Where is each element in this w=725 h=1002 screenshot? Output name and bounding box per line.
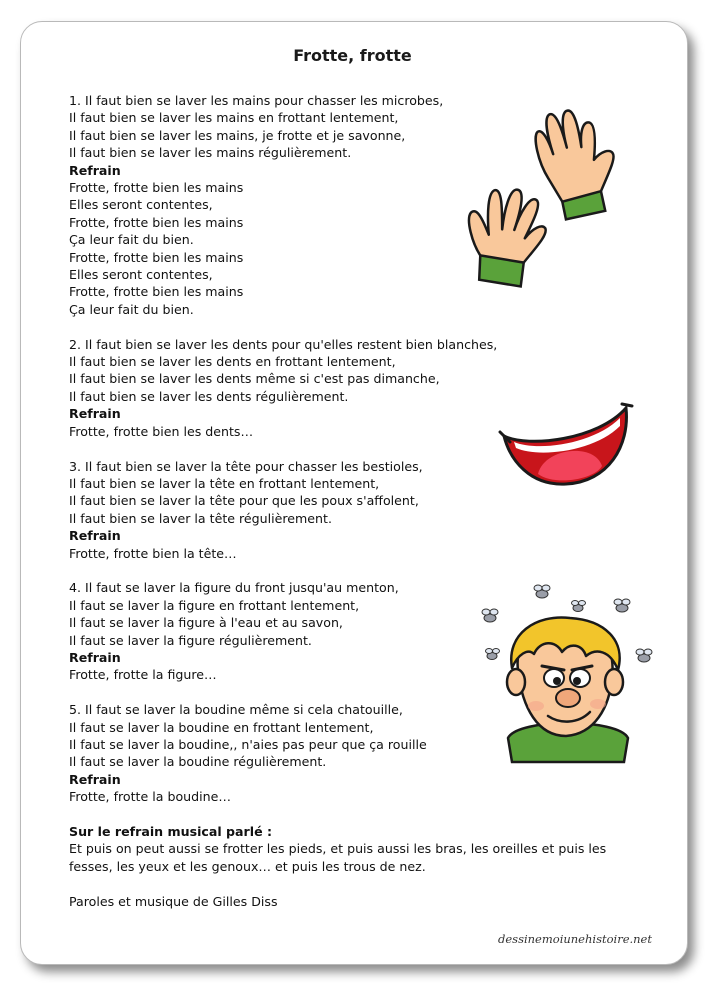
hands-illustration: [444, 100, 634, 300]
refrain-label: Refrain: [69, 528, 121, 544]
verse-line: Il faut bien se laver les dents régulièrement.: [69, 388, 349, 404]
verse-line: Il faut bien se laver les mains régulièrement.: [69, 145, 352, 161]
verse-line: Il faut se laver la boudine régulièrement.: [69, 754, 327, 770]
verse-line: Il faut se laver la figure à l'eau et au savon,: [69, 615, 343, 631]
verse-line: Il faut se laver la boudine,, n'aies pas peur que ça rouille: [69, 736, 427, 752]
verse-line: Il faut bien se laver les dents en frottant lentement,: [69, 354, 396, 370]
website-credit: dessinemoiunehistoire.net: [498, 932, 652, 946]
left-hand-icon: [457, 181, 553, 291]
refrain-line: Ça leur fait du bien.: [69, 301, 194, 317]
page-title: Frotte, frotte: [293, 46, 412, 65]
verse-line: 4. Il faut se laver la figure du front jusqu'au menton,: [69, 580, 399, 596]
refrain-line: Frotte, frotte la boudine…: [69, 789, 231, 805]
refrain-label: Refrain: [69, 649, 121, 665]
refrain-line: Frotte, frotte bien les mains: [69, 180, 244, 196]
refrain-line: Frotte, frotte bien les dents…: [69, 423, 254, 439]
verse-line: Il faut bien se laver la tête en frottant lentement,: [69, 475, 380, 491]
verse-line: Il faut bien se laver les dents même si c'est pas dimanche,: [69, 371, 440, 387]
refrain-label: Refrain: [69, 771, 121, 787]
verse-line: 3. Il faut bien se laver la tête pour chasser les bestioles,: [69, 458, 423, 474]
refrain-label: Refrain: [69, 162, 121, 178]
refrain-line: Frotte, frotte bien la tête…: [69, 545, 237, 561]
refrain-line: Frotte, frotte la figure…: [69, 667, 217, 683]
verse-line: Il faut bien se laver les mains en frottant lentement,: [69, 110, 399, 126]
refrain-line: Frotte, frotte bien les mains: [69, 214, 244, 230]
right-hand-icon: [527, 100, 629, 225]
mouth-illustration: [498, 396, 636, 490]
refrain-line: Elles seront contentes,: [69, 267, 213, 283]
spoken-section: [69, 823, 669, 875]
spoken-text: Et puis on peut aussi se frotter les pieds, et puis aussi les bras, les oreilles et puis les fesses, les yeux et les genoux… et puis les trous de nez.: [69, 841, 607, 874]
refrain-line: Frotte, frotte bien les mains: [69, 249, 244, 265]
verse-line: 1. Il faut bien se laver les mains pour chasser les microbes,: [69, 93, 444, 108]
refrain-line: Frotte, frotte bien les mains: [69, 284, 244, 300]
verse-line: Il faut bien se laver la tête pour que les poux s'affolent,: [69, 493, 419, 509]
verse-line: Il faut se laver la figure régulièrement.: [69, 632, 312, 648]
refrain-label: Refrain: [69, 406, 121, 422]
credit-line: Paroles et musique de Gilles Diss: [69, 893, 278, 909]
verse-line: 2. Il faut bien se laver les dents pour qu'elles restent bien blanches,: [69, 336, 498, 352]
verse-line: Il faut bien se laver la tête régulièrement.: [69, 510, 332, 526]
verse-line: Il faut bien se laver les mains, je frotte et je savonne,: [69, 127, 406, 143]
refrain-line: Elles seront contentes,: [69, 197, 213, 213]
refrain-line: Ça leur fait du bien.: [69, 232, 194, 248]
spoken-heading: Sur le refrain musical parlé :: [69, 823, 273, 839]
boy-head-with-flies-illustration: [478, 578, 668, 768]
verse-line: 5. Il faut se laver la boudine même si cela chatouille,: [69, 702, 403, 718]
verse-line: Il faut se laver la boudine en frottant lentement,: [69, 719, 374, 735]
verse-line: Il faut se laver la figure en frottant lentement,: [69, 597, 360, 613]
